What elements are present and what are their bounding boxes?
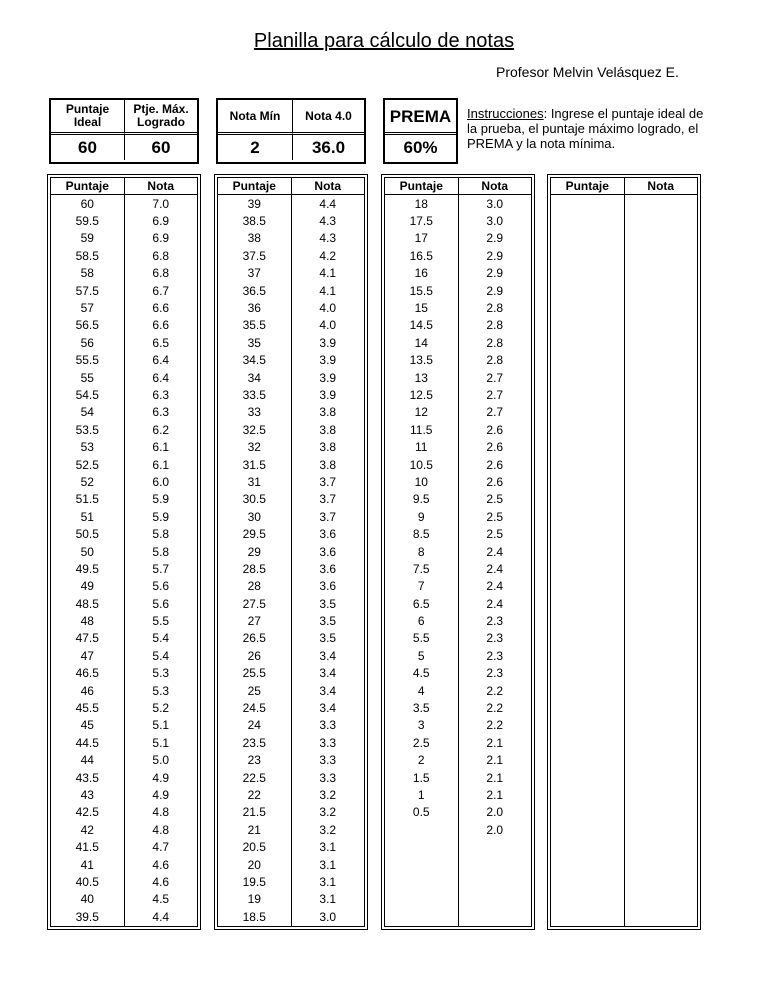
- nota-cell: 2.1: [486, 735, 504, 750]
- puntaje-cell: 40: [80, 892, 94, 907]
- nota-cell: 2.1: [486, 787, 504, 802]
- puntaje-cell: 53.5: [75, 422, 99, 437]
- professor-name: Profesor Melvin Velásquez E.: [496, 64, 679, 80]
- puntaje-cell: 22.5: [242, 770, 266, 785]
- nota-cell: 3.6: [319, 561, 337, 576]
- puntaje-cell: 5.5: [412, 631, 430, 646]
- puntaje-cell: 15.5: [409, 283, 433, 298]
- nota-cell: 2.0: [486, 805, 504, 820]
- puntaje-cell: 54: [80, 405, 94, 420]
- puntaje-cell: 35.5: [242, 318, 266, 333]
- puntaje-cell: 56.5: [75, 318, 99, 333]
- nota-cell: 3.8: [319, 422, 337, 437]
- nota-cell: 5.6: [152, 579, 170, 594]
- puntaje-cell: 3: [417, 718, 425, 733]
- nota-cell: 4.1: [319, 266, 337, 281]
- puntaje-cell: 4: [417, 683, 425, 698]
- puntaje-cell: 44: [80, 753, 94, 768]
- col-nota-header: Nota: [292, 178, 365, 195]
- nota-cell: 4.1: [319, 283, 337, 298]
- nota-cell: 3.1: [319, 874, 337, 889]
- nota-cell: 5.2: [152, 701, 170, 716]
- nota-cell: 2.1: [486, 753, 504, 768]
- puntaje-cell: 14: [414, 335, 428, 350]
- puntaje-cell: 9: [417, 509, 425, 524]
- nota-cell: 3.1: [319, 857, 337, 872]
- puntaje-cell: 24: [247, 718, 261, 733]
- nota-cell: 3.3: [319, 770, 337, 785]
- col-nota-header: Nota: [459, 178, 532, 195]
- puntaje-cell: 29: [247, 544, 261, 559]
- nota-cell: 2.9: [486, 283, 504, 298]
- puntaje-cell: 59.5: [75, 214, 99, 229]
- nota-cell: 5.7: [152, 561, 170, 576]
- puntaje-ideal-label: Puntaje Ideal: [65, 102, 110, 129]
- puntaje-cell: 6.5: [412, 596, 430, 611]
- puntaje-cell: 16: [414, 266, 428, 281]
- nota4-value: 36.0: [292, 132, 364, 160]
- puntaje-cell: 12: [414, 405, 428, 420]
- nota-cell: 3.8: [319, 457, 337, 472]
- puntaje-cell: 0.5: [412, 805, 430, 820]
- nota-cell: 3.9: [319, 370, 337, 385]
- puntaje-cell: 20: [247, 857, 261, 872]
- instructions: [467, 106, 717, 151]
- puntaje-cell: 52: [80, 474, 94, 489]
- puntaje-cell: 33.5: [242, 387, 266, 402]
- puntaje-cell: 33: [247, 405, 261, 420]
- puntaje-cell: 39: [247, 196, 261, 211]
- nota-min-label: Nota Mín: [229, 108, 281, 123]
- puntaje-cell: 45.5: [75, 701, 99, 716]
- nota-cell: 3.4: [319, 701, 337, 716]
- nota-cell: 3.1: [319, 892, 337, 907]
- nota-cell: 3.6: [319, 544, 337, 559]
- nota-cell: 6.4: [152, 370, 170, 385]
- puntaje-cell: 12.5: [409, 387, 433, 402]
- puntaje-cell: 42: [80, 822, 94, 837]
- puntaje-cell: 38.5: [242, 214, 266, 229]
- nota-cell: 3.5: [319, 631, 337, 646]
- puntaje-cell: 47.5: [75, 631, 99, 646]
- nota-cell: 4.5: [152, 892, 170, 907]
- nota-cell: 4.6: [152, 857, 170, 872]
- puntaje-cell: 48: [80, 614, 94, 629]
- nota-cell: 5.5: [152, 614, 170, 629]
- puntaje-cell: 57: [80, 301, 94, 316]
- nota-cell: 2.1: [486, 770, 504, 785]
- nota-cell: 2.2: [486, 718, 504, 733]
- puntaje-cell: 60: [80, 196, 94, 211]
- puntaje-cell: 39.5: [75, 909, 99, 924]
- puntaje-cell: 26.5: [242, 631, 266, 646]
- nota-cell: 5.4: [152, 631, 170, 646]
- nota-cell: 6.9: [152, 231, 170, 246]
- puntaje-cell: 46.5: [75, 666, 99, 681]
- puntaje-cell: 2: [417, 753, 425, 768]
- nota-cell: 2.5: [486, 492, 504, 507]
- nota-cell: 6.9: [152, 214, 170, 229]
- nota-cell: 5.3: [152, 666, 170, 681]
- ptje-max-label: Ptje. Máx. Logrado: [124, 100, 197, 132]
- nota-cell: 2.3: [486, 666, 504, 681]
- puntaje-cell: 41: [80, 857, 94, 872]
- grade-table-4: [547, 174, 701, 930]
- nota-cell: 2.4: [486, 579, 504, 594]
- puntaje-cell: 7.5: [412, 561, 430, 576]
- puntaje-cell: 52.5: [75, 457, 99, 472]
- puntaje-cell: 34: [247, 370, 261, 385]
- nota-cell: 3.9: [319, 387, 337, 402]
- nota-cell: 3.7: [319, 509, 337, 524]
- nota4-label: Nota 4.0: [292, 100, 364, 132]
- nota-cell: 2.7: [486, 370, 504, 385]
- nota-cell: 4.0: [319, 301, 337, 316]
- nota-cell: 7.0: [152, 196, 170, 211]
- puntaje-cell: 58: [80, 266, 94, 281]
- ptje-max-field[interactable]: 60: [124, 132, 197, 160]
- nota-cell: 3.2: [319, 822, 337, 837]
- nota-cell: 3.3: [319, 735, 337, 750]
- nota-cell: 6.3: [152, 405, 170, 420]
- prema-label: PREMA: [389, 106, 452, 126]
- nota-cell: 2.4: [486, 544, 504, 559]
- nota-cell: 6.2: [152, 422, 170, 437]
- nota-cell: 3.8: [319, 440, 337, 455]
- page-title: Planilla para cálculo de notas: [253, 30, 515, 52]
- puntaje-cell: 47: [80, 648, 94, 663]
- nota-cell: 3.5: [319, 614, 337, 629]
- nota-cell: 4.3: [319, 231, 337, 246]
- nota-cell: 5.9: [152, 492, 170, 507]
- puntaje-cell: 17.5: [409, 214, 433, 229]
- puntaje-cell: 36: [247, 301, 261, 316]
- puntaje-cell: 11: [415, 440, 428, 455]
- puntaje-cell: 45: [80, 718, 94, 733]
- grade-table-3: [381, 174, 535, 930]
- puntaje-cell: 18.5: [242, 909, 266, 924]
- nota-cell: 5.1: [152, 735, 170, 750]
- nota-cell: 6.0: [152, 474, 170, 489]
- puntaje-cell: 9.5: [412, 492, 430, 507]
- score-input-box: [49, 98, 199, 164]
- nota-cell: 2.0: [486, 822, 504, 837]
- instructions-label: Instrucciones: [467, 106, 544, 121]
- nota-cell: 3.0: [319, 909, 337, 924]
- nota-cell: 4.9: [152, 770, 170, 785]
- puntaje-cell: 50: [80, 544, 94, 559]
- nota-cell: 2.6: [486, 440, 504, 455]
- puntaje-cell: 18: [414, 196, 428, 211]
- puntaje-cell: 51: [80, 509, 94, 524]
- puntaje-cell: 55.5: [75, 353, 99, 368]
- nota-cell: 6.4: [152, 353, 170, 368]
- puntaje-cell: 42.5: [75, 805, 99, 820]
- col-puntaje-header: Puntaje: [51, 178, 124, 195]
- nota-cell: 4.9: [152, 787, 170, 802]
- nota-cell: 6.7: [152, 283, 170, 298]
- puntaje-cell: 17: [414, 231, 428, 246]
- nota-cell: 5.9: [152, 509, 170, 524]
- puntaje-ideal-field[interactable]: 60: [51, 132, 124, 160]
- nota-cell: 5.8: [152, 544, 170, 559]
- nota-cell: 5.0: [152, 753, 170, 768]
- puntaje-cell: 40.5: [75, 874, 99, 889]
- puntaje-cell: 54.5: [75, 387, 99, 402]
- puntaje-cell: 28.5: [242, 561, 266, 576]
- puntaje-cell: 21: [247, 822, 261, 837]
- nota-cell: 3.8: [319, 405, 337, 420]
- col-nota-header: Nota: [125, 178, 198, 195]
- nota-cell: 3.7: [319, 474, 337, 489]
- puntaje-cell: 50.5: [75, 527, 99, 542]
- puntaje-cell: 48.5: [75, 596, 99, 611]
- puntaje-cell: 27: [247, 614, 261, 629]
- grade-table-1: [47, 174, 201, 930]
- puntaje-cell: 11.5: [410, 422, 433, 437]
- puntaje-cell: 25: [247, 683, 261, 698]
- puntaje-cell: 49.5: [75, 561, 99, 576]
- grade-input-box: [216, 98, 366, 164]
- col-puntaje-header: Puntaje: [385, 178, 458, 195]
- puntaje-cell: 14.5: [409, 318, 433, 333]
- nota-cell: 4.2: [319, 248, 337, 263]
- puntaje-cell: 23.5: [242, 735, 266, 750]
- nota-cell: 6.1: [152, 440, 170, 455]
- puntaje-cell: 53: [80, 440, 94, 455]
- nota-cell: 3.6: [319, 527, 337, 542]
- nota-cell: 5.6: [152, 596, 170, 611]
- puntaje-cell: 35: [247, 335, 261, 350]
- nota-cell: 6.6: [152, 301, 170, 316]
- puntaje-cell: 29.5: [242, 527, 266, 542]
- nota-cell: 6.1: [152, 457, 170, 472]
- instructions-text: : Ingrese el puntaje ideal de la prueba, el puntaje máximo logrado, el PREMA y la nota mínima.: [467, 106, 704, 151]
- puntaje-cell: 41.5: [75, 840, 99, 855]
- puntaje-cell: 1.5: [412, 770, 430, 785]
- nota-cell: 2.4: [486, 561, 504, 576]
- nota-min-field[interactable]: 2: [218, 132, 292, 160]
- puntaje-cell: 44.5: [75, 735, 99, 750]
- nota-cell: 4.3: [319, 214, 337, 229]
- puntaje-cell: 55: [80, 370, 94, 385]
- puntaje-cell: 1: [417, 787, 425, 802]
- puntaje-cell: 37.5: [242, 248, 266, 263]
- nota-cell: 2.9: [486, 248, 504, 263]
- nota-cell: 5.3: [152, 683, 170, 698]
- nota-cell: 2.6: [486, 457, 504, 472]
- nota-cell: 3.1: [319, 840, 337, 855]
- puntaje-cell: 13: [414, 370, 428, 385]
- nota-cell: 2.2: [486, 683, 504, 698]
- nota-cell: 2.6: [486, 422, 504, 437]
- nota-cell: 3.6: [319, 579, 337, 594]
- puntaje-cell: 31.5: [242, 457, 266, 472]
- nota-cell: 6.6: [152, 318, 170, 333]
- puntaje-cell: 49: [80, 579, 94, 594]
- nota-cell: 2.7: [486, 387, 504, 402]
- puntaje-cell: 43.5: [75, 770, 99, 785]
- puntaje-cell: 15: [414, 301, 428, 316]
- nota-cell: 5.1: [152, 718, 170, 733]
- nota-cell: 3.5: [319, 596, 337, 611]
- nota-cell: 2.9: [486, 266, 504, 281]
- puntaje-cell: 43: [80, 787, 94, 802]
- puntaje-cell: 3.5: [412, 701, 430, 716]
- grade-table-2: [214, 174, 368, 930]
- nota-cell: 4.8: [152, 805, 170, 820]
- nota-cell: 4.0: [319, 318, 337, 333]
- nota-cell: 3.7: [319, 492, 337, 507]
- puntaje-cell: 59: [80, 231, 94, 246]
- puntaje-cell: 27.5: [242, 596, 266, 611]
- puntaje-cell: 10: [414, 474, 428, 489]
- col-puntaje-header: Puntaje: [218, 178, 291, 195]
- nota-cell: 2.7: [486, 405, 504, 420]
- puntaje-cell: 7: [417, 579, 425, 594]
- nota-cell: 3.2: [319, 787, 337, 802]
- puntaje-cell: 34.5: [242, 353, 266, 368]
- nota-cell: 3.0: [486, 196, 504, 211]
- nota-cell: 4.6: [152, 874, 170, 889]
- nota-cell: 4.4: [152, 909, 170, 924]
- puntaje-cell: 32: [247, 440, 261, 455]
- puntaje-cell: 6: [417, 614, 425, 629]
- nota-cell: 5.8: [152, 527, 170, 542]
- puntaje-cell: 24.5: [242, 701, 266, 716]
- nota-cell: 3.0: [486, 214, 504, 229]
- puntaje-cell: 30.5: [242, 492, 266, 507]
- nota-cell: 3.9: [319, 335, 337, 350]
- nota-cell: 2.3: [486, 631, 504, 646]
- nota-cell: 2.3: [486, 648, 504, 663]
- nota-cell: 4.8: [152, 822, 170, 837]
- puntaje-cell: 23: [247, 753, 261, 768]
- nota-cell: 2.5: [486, 527, 504, 542]
- puntaje-cell: 37: [247, 266, 261, 281]
- nota-cell: 6.3: [152, 387, 170, 402]
- nota-cell: 6.8: [152, 248, 170, 263]
- nota-cell: 2.8: [486, 318, 504, 333]
- puntaje-cell: 57.5: [75, 283, 99, 298]
- prema-field[interactable]: 60%: [385, 132, 456, 160]
- nota-cell: 4.4: [319, 196, 337, 211]
- puntaje-cell: 20.5: [242, 840, 266, 855]
- puntaje-cell: 4.5: [412, 666, 430, 681]
- nota-cell: 2.4: [486, 596, 504, 611]
- nota-cell: 2.8: [486, 353, 504, 368]
- nota-cell: 2.2: [486, 701, 504, 716]
- nota-cell: 4.7: [152, 840, 170, 855]
- nota-cell: 6.8: [152, 266, 170, 281]
- puntaje-cell: 19.5: [242, 874, 266, 889]
- col-puntaje-header: Puntaje: [551, 178, 624, 195]
- puntaje-cell: 25.5: [242, 666, 266, 681]
- nota-cell: 2.8: [486, 335, 504, 350]
- nota-cell: 6.5: [152, 335, 170, 350]
- nota-cell: 3.9: [319, 353, 337, 368]
- nota-cell: 3.4: [319, 666, 337, 681]
- nota-cell: 3.3: [319, 753, 337, 768]
- puntaje-cell: 19: [247, 892, 261, 907]
- nota-cell: 2.9: [486, 231, 504, 246]
- nota-cell: 2.3: [486, 614, 504, 629]
- puntaje-cell: 58.5: [75, 248, 99, 263]
- puntaje-cell: 5: [417, 648, 425, 663]
- puntaje-cell: 32.5: [242, 422, 266, 437]
- puntaje-cell: 38: [247, 231, 261, 246]
- nota-cell: 2.6: [486, 474, 504, 489]
- puntaje-cell: 28: [247, 579, 261, 594]
- prema-box: [383, 98, 458, 164]
- col-nota-header: Nota: [625, 178, 698, 195]
- nota-cell: 2.8: [486, 301, 504, 316]
- puntaje-cell: 56: [80, 335, 94, 350]
- nota-cell: 2.5: [486, 509, 504, 524]
- nota-cell: 3.4: [319, 683, 337, 698]
- puntaje-cell: 8: [417, 544, 425, 559]
- puntaje-cell: 10.5: [409, 457, 433, 472]
- puntaje-cell: 22: [247, 787, 261, 802]
- nota-cell: 3.4: [319, 648, 337, 663]
- nota-cell: 3.3: [319, 718, 337, 733]
- nota-cell: 5.4: [152, 648, 170, 663]
- puntaje-cell: 46: [80, 683, 94, 698]
- puntaje-cell: 51.5: [75, 492, 99, 507]
- puntaje-cell: 2.5: [412, 735, 430, 750]
- puntaje-cell: 16.5: [409, 248, 433, 263]
- puntaje-cell: 8.5: [412, 527, 430, 542]
- puntaje-cell: 13.5: [409, 353, 433, 368]
- puntaje-cell: 21.5: [242, 805, 266, 820]
- puntaje-cell: 31: [247, 474, 261, 489]
- puntaje-cell: 30: [247, 509, 261, 524]
- puntaje-cell: 26: [247, 648, 261, 663]
- nota-cell: 3.2: [319, 805, 337, 820]
- puntaje-cell: 36.5: [242, 283, 266, 298]
